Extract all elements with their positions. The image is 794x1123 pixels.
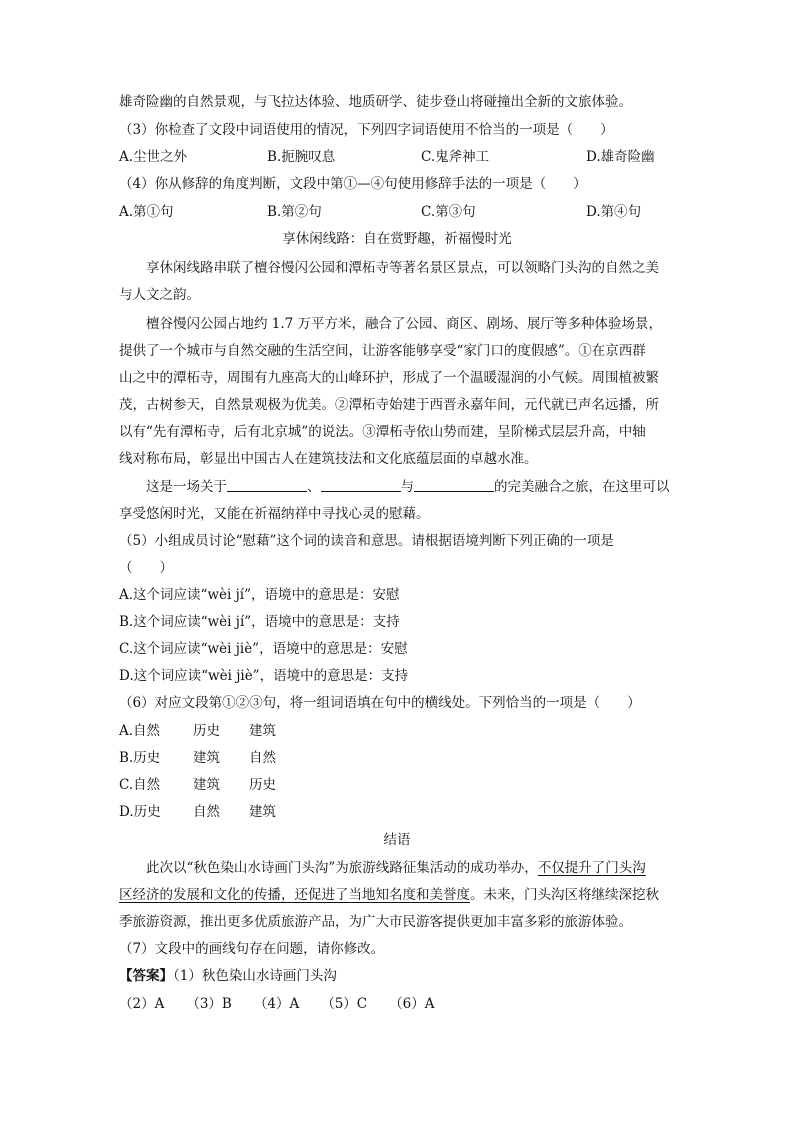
answer-item: （5）C <box>321 996 368 1012</box>
question-5-option-b: B.这个词应读“wèi jí”，语境中的意思是：支持 <box>119 614 400 630</box>
text-segment: 、 <box>307 479 321 495</box>
fill-blank-2 <box>321 477 401 492</box>
answer-line-2 <box>119 991 679 1018</box>
text-segment: 。未来，门头沟区将继续深挖秋 <box>470 887 659 903</box>
text-segment: 此次以“秋色染山水诗画门头沟”为旅游线路征集活动的成功举办， <box>146 860 538 876</box>
conclusion-line-2 <box>119 882 679 909</box>
paragraph-2-line-1: 檀谷慢闪公园占地约 1.7 万平方米，融合了公园、商区、剧场、展厅等多种体验场景， <box>146 316 663 332</box>
text-segment: 这是一场关于 <box>146 479 227 495</box>
question-6-option-c <box>119 772 679 799</box>
word: 自然 <box>193 804 220 820</box>
question-5-stem: （5）小组成员讨论“慰藉”这个词的读音和意思。请根据语境判断下列正确的一项是 <box>119 533 614 549</box>
word: C.自然 <box>119 777 161 793</box>
answer-item: （4）A <box>253 996 300 1012</box>
word: D.历史 <box>119 804 161 820</box>
conclusion-line-1 <box>146 855 706 882</box>
question-3-stem: （3）你检查了文段中词语使用的情况，下列四字词语使用不恰当的一项是（ ） <box>119 122 614 138</box>
question-7-stem: （7）文段中的画线句存在问题，请你修改。 <box>119 941 385 957</box>
answer-item: （2）A <box>119 996 165 1012</box>
word: 建筑 <box>193 750 220 766</box>
option-b: B.扼腕叹息 <box>267 149 336 165</box>
answer-label: 【答案】 <box>119 968 173 984</box>
option-c: C.第③句 <box>421 204 476 220</box>
question-4-stem: （4）你从修辞的角度判断，文段中第①—④句使用修辞手法的一项是（ ） <box>119 176 587 192</box>
paragraph-continuation: 雄奇险幽的自然景观，与飞拉达体验、地质研学、徒步登山将碰撞出全新的文旅体验。 <box>119 94 632 110</box>
question-6-option-d <box>119 799 679 826</box>
paragraph-2-line-6: 线对称布局，彰显出中国古人在建筑技法和文化底蕴层面的卓越水准。 <box>119 451 538 467</box>
fill-blank-1 <box>227 477 307 492</box>
option-d: D.雄奇险幽 <box>586 149 655 165</box>
word: 自然 <box>249 750 276 766</box>
option-d: D.第④句 <box>586 204 642 220</box>
question-4-options <box>119 199 679 226</box>
question-5-answer-paren: （ ） <box>119 560 173 576</box>
word: 建筑 <box>193 777 220 793</box>
paragraph-1-line-2: 与人文之韵。 <box>119 287 200 303</box>
underlined-sentence: 不仅提升了门头沟 <box>537 860 646 876</box>
paragraph-2-line-4: 茂，古树参天，自然景观极为优美。②潭柘寺始建于西晋永嘉年间，元代就已声名远播，所 <box>119 397 659 413</box>
option-a: A.第①句 <box>119 204 174 220</box>
word: 建筑 <box>249 804 276 820</box>
text-segment: 的完美融合之旅，在这里可以 <box>494 479 670 495</box>
option-c: C.鬼斧神工 <box>421 149 490 165</box>
word: 历史 <box>249 777 276 793</box>
question-6-option-a <box>119 718 679 745</box>
answer-line-1 <box>119 963 679 990</box>
answer-item: （3）B <box>186 996 232 1012</box>
question-6-option-b <box>119 745 679 772</box>
question-5-option-a: A.这个词应读“wèi jí”，语境中的意思是：安慰 <box>119 587 400 603</box>
paragraph-2-line-3: 山之中的潭柘寺，周围有九座高大的山峰环护，形成了一个温暖湿润的小气候。周围植被繁 <box>119 370 659 386</box>
word: A.自然 <box>119 723 161 739</box>
text-segment: 与 <box>400 479 414 495</box>
question-3-options <box>119 144 679 171</box>
word: 建筑 <box>249 723 276 739</box>
paragraph-1-line-1: 享休闲线路串联了檀谷慢闪公园和潭柘寺等著名景区景点，可以领略门头沟的自然之美 <box>146 260 659 276</box>
question-5-option-d: D.这个词应读“wèi jiè”，语境中的意思是：支持 <box>119 668 409 684</box>
underlined-sentence: 区经济的发展和文化的传播，还促进了当地知名度和美誉度 <box>119 887 470 903</box>
word: 历史 <box>193 723 220 739</box>
section-title-conclusion: 结语 <box>383 832 411 848</box>
question-5-option-c: C.这个词应读“wèi jiè”，语境中的意思是：安慰 <box>119 641 408 657</box>
option-a: A.尘世之外 <box>119 149 188 165</box>
option-b: B.第②句 <box>267 204 322 220</box>
paragraph-2-line-5: 以有“先有潭柘寺，后有北京城”的说法。③潭柘寺依山势而建，呈阶梯式层层升高，中轴 <box>119 424 646 440</box>
word: B.历史 <box>119 750 161 766</box>
answer-item: （1）秋色染山水诗画门头沟 <box>173 968 337 984</box>
paragraph-3-line-2: 享受悠闲时光，又能在祈福纳祥中寻找心灵的慰藉。 <box>119 506 430 522</box>
paragraph-2-line-2: 提供了一个城市与自然交融的生活空间，让游客能够享受“家门口的度假感”。①在京西群 <box>119 343 646 359</box>
question-6-stem: （6）对应文段第①②③句，将一组词语填在句中的横线处。下列恰当的一项是（ ） <box>119 695 641 711</box>
answer-item: （6）A <box>389 996 435 1012</box>
conclusion-line-3: 季旅游资源，推出更多优质旅游产品，为广大市民游客提供更加丰富多彩的旅游体验。 <box>119 914 632 930</box>
section-title-leisure-route: 享休闲线路：自在赏野趣，祈福慢时光 <box>282 231 512 247</box>
paragraph-3-line-1 <box>146 474 706 501</box>
fill-blank-3 <box>414 477 494 492</box>
